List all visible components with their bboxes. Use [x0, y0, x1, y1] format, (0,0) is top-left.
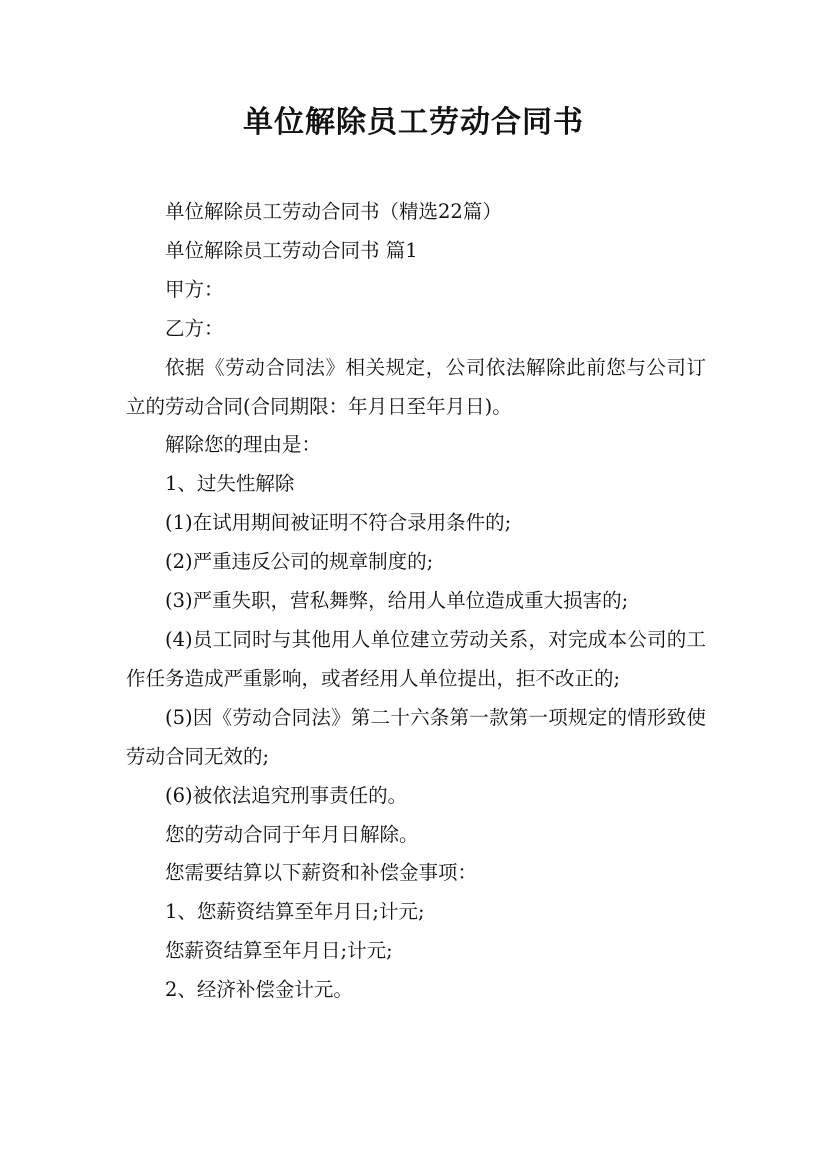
paragraph: 您需要结算以下薪资和补偿金事项：	[165, 861, 478, 885]
paragraph: 解除您的理由是：	[165, 433, 322, 457]
paragraph: 依据《劳动合同法》相关规定，公司依法解除此前您与公司订立的劳动合同(合同期限：年月日至年月日)。	[126, 355, 706, 418]
paragraph: (2)严重违反公司的规章制度的;	[165, 550, 434, 574]
paragraph: (1)在试用期间被证明不符合录用条件的;	[165, 511, 512, 535]
paragraph: 您薪资结算至年月日;计元;	[165, 939, 393, 963]
paragraph: (3)严重失职，营私舞弊，给用人单位造成重大损害的;	[165, 589, 629, 613]
paragraph: 您的劳动合同于年月日解除。	[165, 822, 419, 846]
paragraph: 单位解除员工劳动合同书 篇1	[165, 238, 418, 262]
paragraph: 2、经济补偿金计元。	[165, 978, 353, 1002]
paragraph: 1、您薪资结算至年月日;计元;	[165, 900, 425, 924]
document-body	[126, 193, 706, 1010]
paragraph: (5)因《劳动合同法》第二十六条第一款第一项规定的情形致使劳动合同无效的;	[126, 705, 706, 768]
document-title: 单位解除员工劳动合同书	[243, 105, 584, 140]
paragraph: (4)员工同时与其他用人单位建立劳动关系，对完成本公司的工作任务造成严重影响，或者经用人单位提出，拒不改正的;	[126, 627, 706, 690]
paragraph: 甲方：	[165, 277, 224, 301]
paragraph: (6)被依法追究刑事责任的。	[165, 783, 408, 807]
paragraph: 乙方：	[165, 316, 224, 340]
paragraph: 1、过失性解除	[165, 472, 295, 496]
paragraph: 单位解除员工劳动合同书（精选22篇）	[165, 200, 502, 223]
